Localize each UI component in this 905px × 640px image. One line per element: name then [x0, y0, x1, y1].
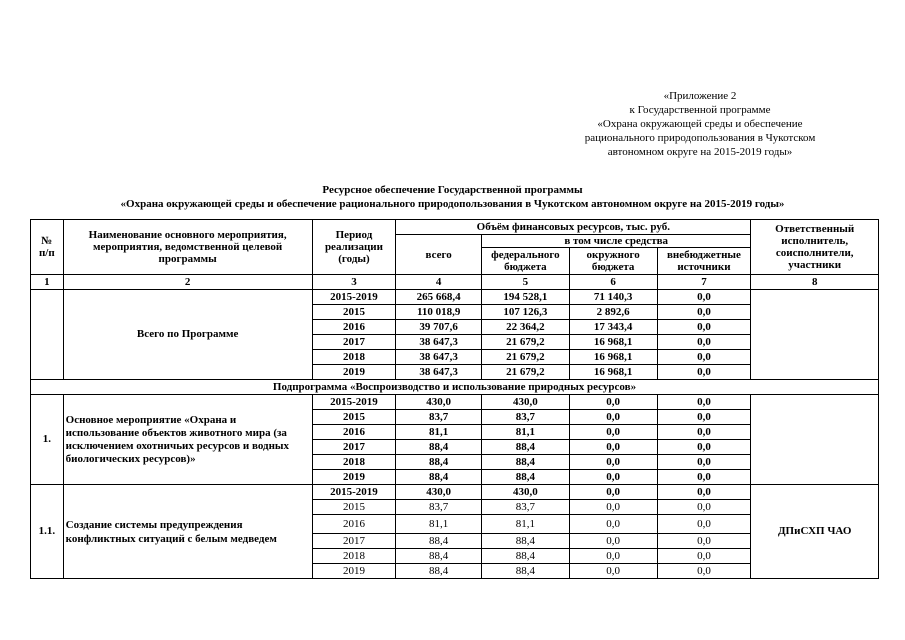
- district-cell: 0,0: [569, 549, 657, 564]
- period-cell: 2018: [312, 549, 396, 564]
- district-cell: 0,0: [569, 425, 657, 440]
- activity1-responsible-cell: [751, 395, 879, 485]
- period-cell: 2017: [312, 335, 396, 350]
- subprogram-title: Подпрограмма «Воспроизводство и использование природных ресурсов»: [31, 380, 879, 395]
- district-cell: 0,0: [569, 485, 657, 500]
- district-cell: 0,0: [569, 455, 657, 470]
- total-cell: 83,7: [396, 500, 482, 515]
- activity1-num: 1.: [31, 395, 64, 485]
- extra-cell: 0,0: [657, 395, 751, 410]
- federal-cell: 88,4: [482, 549, 570, 564]
- total-cell: 430,0: [396, 485, 482, 500]
- appendix-line: к Государственной программе: [629, 104, 771, 116]
- program-responsible-cell: [751, 290, 879, 380]
- extra-cell: 0,0: [657, 549, 751, 564]
- federal-cell: 21 679,2: [482, 335, 570, 350]
- federal-cell: 21 679,2: [482, 365, 570, 380]
- appendix-line: автономном округе на 2015-2019 годы»: [607, 146, 793, 158]
- colnum: 6: [569, 275, 657, 290]
- appendix-note: [560, 89, 840, 159]
- district-cell: 0,0: [569, 440, 657, 455]
- federal-cell: 430,0: [482, 395, 570, 410]
- extra-cell: 0,0: [657, 485, 751, 500]
- federal-cell: 88,4: [482, 470, 570, 485]
- district-cell: 2 892,6: [569, 305, 657, 320]
- federal-cell: 194 528,1: [482, 290, 570, 305]
- title-line-1: Ресурсное обеспечение Государственной программы: [322, 184, 583, 196]
- federal-cell: 22 364,2: [482, 320, 570, 335]
- colnum: 1: [31, 275, 64, 290]
- period-cell: 2016: [312, 425, 396, 440]
- total-cell: 39 707,6: [396, 320, 482, 335]
- period-cell: 2016: [312, 320, 396, 335]
- period-cell: 2015-2019: [312, 290, 396, 305]
- district-cell: 0,0: [569, 500, 657, 515]
- subprogram-row: [31, 380, 879, 395]
- header-incl: в том числе средства: [482, 235, 751, 248]
- header-num-text: № п/п: [38, 235, 55, 259]
- colnum: 2: [63, 275, 312, 290]
- period-cell: 2015-2019: [312, 395, 396, 410]
- federal-cell: 88,4: [482, 440, 570, 455]
- total-cell: 88,4: [396, 455, 482, 470]
- period-cell: 2016: [312, 515, 396, 534]
- colnum: 7: [657, 275, 751, 290]
- federal-cell: 88,4: [482, 534, 570, 549]
- total-cell: 38 647,3: [396, 365, 482, 380]
- district-cell: 71 140,3: [569, 290, 657, 305]
- federal-cell: 430,0: [482, 485, 570, 500]
- header-district: окружного бюджета: [569, 248, 657, 275]
- period-cell: 2017: [312, 534, 396, 549]
- header-period: Период реализации (годы): [312, 220, 396, 275]
- resource-table: [30, 219, 879, 579]
- header-responsible: Ответственный исполнитель, соисполнители, участники: [751, 220, 879, 275]
- table-row: [31, 290, 879, 305]
- district-cell: 0,0: [569, 515, 657, 534]
- federal-cell: 83,7: [482, 410, 570, 425]
- header-total: всего: [396, 235, 482, 275]
- total-cell: 83,7: [396, 410, 482, 425]
- colnum: 5: [482, 275, 570, 290]
- extra-cell: 0,0: [657, 455, 751, 470]
- colnum: 8: [751, 275, 879, 290]
- district-cell: 16 968,1: [569, 350, 657, 365]
- district-cell: 16 968,1: [569, 335, 657, 350]
- period-cell: 2019: [312, 564, 396, 579]
- extra-cell: 0,0: [657, 335, 751, 350]
- colnum: 4: [396, 275, 482, 290]
- total-cell: 38 647,3: [396, 335, 482, 350]
- header-num: [31, 220, 64, 275]
- extra-cell: 0,0: [657, 350, 751, 365]
- district-cell: 0,0: [569, 534, 657, 549]
- period-cell: 2019: [312, 365, 396, 380]
- total-cell: 88,4: [396, 549, 482, 564]
- total-cell: 430,0: [396, 395, 482, 410]
- district-cell: 0,0: [569, 395, 657, 410]
- extra-cell: 0,0: [657, 440, 751, 455]
- period-cell: 2018: [312, 350, 396, 365]
- extra-cell: 0,0: [657, 500, 751, 515]
- header-extra: внебюджетные источники: [657, 248, 751, 275]
- federal-cell: 83,7: [482, 500, 570, 515]
- header-name: Наименование основного мероприятия, мероприятия, ведомственной целевой программы: [63, 220, 312, 275]
- total-cell: 265 668,4: [396, 290, 482, 305]
- table-row: [31, 485, 879, 500]
- title-line-2: «Охрана окружающей среды и обеспечение рационального природопользования в Чукотском автономном округе на 2015-2019 годы»: [120, 198, 785, 210]
- column-number-row: [31, 275, 879, 290]
- district-cell: 0,0: [569, 564, 657, 579]
- total-cell: 38 647,3: [396, 350, 482, 365]
- federal-cell: 88,4: [482, 455, 570, 470]
- extra-cell: 0,0: [657, 564, 751, 579]
- program-num-cell: [31, 290, 64, 380]
- federal-cell: 81,1: [482, 425, 570, 440]
- appendix-line: «Охрана окружающей среды и обеспечение: [597, 118, 803, 130]
- extra-cell: 0,0: [657, 290, 751, 305]
- header-federal: федерального бюджета: [482, 248, 570, 275]
- district-cell: 16 968,1: [569, 365, 657, 380]
- extra-cell: 0,0: [657, 305, 751, 320]
- period-cell: 2015-2019: [312, 485, 396, 500]
- federal-cell: 21 679,2: [482, 350, 570, 365]
- activity11-name: Создание системы предупреждения конфликтных ситуаций с белым медведем: [63, 485, 312, 579]
- period-cell: 2019: [312, 470, 396, 485]
- district-cell: 0,0: [569, 410, 657, 425]
- district-cell: 17 343,4: [569, 320, 657, 335]
- activity1-name: Основное мероприятие «Охрана и использование объектов животного мира (за исключением охотничьих ресурсов и водных биологических ресурсов)»: [63, 395, 312, 485]
- extra-cell: 0,0: [657, 320, 751, 335]
- federal-cell: 81,1: [482, 515, 570, 534]
- extra-cell: 0,0: [657, 534, 751, 549]
- extra-cell: 0,0: [657, 515, 751, 534]
- header-volume: Объём финансовых ресурсов, тыс. руб.: [396, 220, 751, 235]
- extra-cell: 0,0: [657, 470, 751, 485]
- federal-cell: 88,4: [482, 564, 570, 579]
- table-row: [31, 395, 879, 410]
- district-cell: 0,0: [569, 470, 657, 485]
- period-cell: 2017: [312, 440, 396, 455]
- total-cell: 88,4: [396, 440, 482, 455]
- extra-cell: 0,0: [657, 425, 751, 440]
- period-cell: 2015: [312, 500, 396, 515]
- total-cell: 88,4: [396, 534, 482, 549]
- program-total-name: Всего по Программе: [63, 290, 312, 380]
- activity11-num: 1.1.: [31, 485, 64, 579]
- document-title: [0, 183, 905, 211]
- federal-cell: 107 126,3: [482, 305, 570, 320]
- total-cell: 81,1: [396, 515, 482, 534]
- appendix-line: рационального природопользования в Чукотском: [584, 132, 816, 144]
- extra-cell: 0,0: [657, 365, 751, 380]
- total-cell: 81,1: [396, 425, 482, 440]
- period-cell: 2015: [312, 305, 396, 320]
- total-cell: 88,4: [396, 564, 482, 579]
- extra-cell: 0,0: [657, 410, 751, 425]
- total-cell: 88,4: [396, 470, 482, 485]
- header-row: [31, 220, 879, 235]
- period-cell: 2018: [312, 455, 396, 470]
- activity11-responsible: ДПиСХП ЧАО: [751, 485, 879, 579]
- total-cell: 110 018,9: [396, 305, 482, 320]
- colnum: 3: [312, 275, 396, 290]
- appendix-line: «Приложение 2: [663, 90, 737, 102]
- period-cell: 2015: [312, 410, 396, 425]
